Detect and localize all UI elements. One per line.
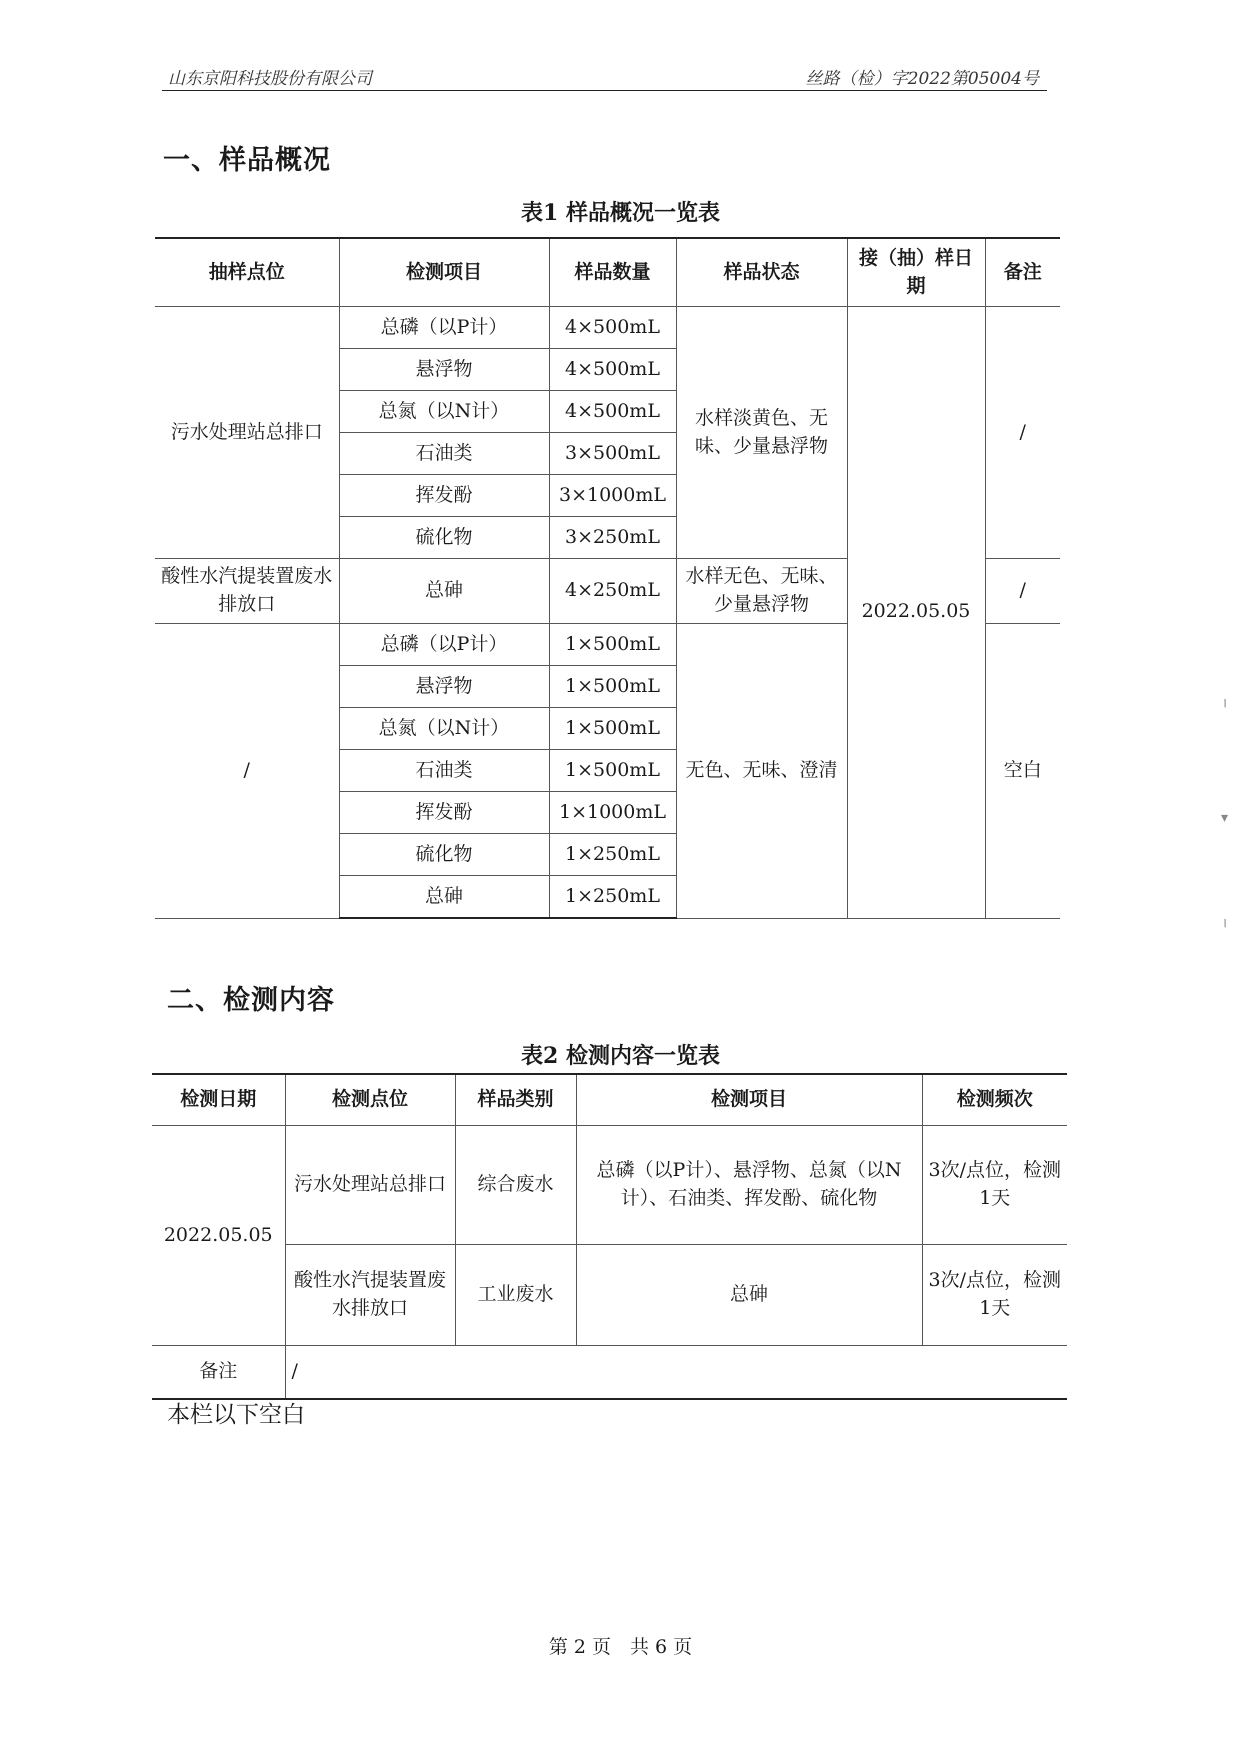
col-header-note: 备注 [985, 238, 1060, 307]
sample-point: 酸性水汽提装置废水排放口 [155, 559, 339, 624]
sample-status: 水样淡黄色、无味、少量悬浮物 [676, 307, 847, 559]
col-header-status: 样品状态 [676, 238, 847, 307]
sample-qty: 4×250mL [549, 559, 676, 624]
sample-qty: 1×250mL [549, 876, 676, 919]
table-row [152, 1126, 1067, 1245]
col-header-category: 样品类别 [455, 1074, 576, 1126]
scan-edge-mark: ╵ [1221, 700, 1230, 716]
col-header-qty: 样品数量 [549, 238, 676, 307]
col-header-item: 检测项目 [339, 238, 549, 307]
test-item: 石油类 [339, 433, 549, 475]
test-item: 挥发酚 [339, 475, 549, 517]
note-label: 备注 [152, 1346, 285, 1400]
page-footer: 第 2 页 共 6 页 [548, 1636, 693, 1658]
sample-qty: 1×1000mL [549, 792, 676, 834]
sample-qty: 1×500mL [549, 750, 676, 792]
test-item: 总氮（以N计） [339, 391, 549, 433]
col-header-date: 接（抽）样日期 [847, 238, 985, 307]
scan-edge-mark: ▾ [1221, 810, 1229, 826]
sampling-date: 2022.05.05 [847, 307, 985, 919]
sample-qty: 4×500mL [549, 349, 676, 391]
note-value: / [285, 1346, 1067, 1400]
test-date: 2022.05.05 [152, 1126, 285, 1346]
col-header-date: 检测日期 [152, 1074, 285, 1126]
test-items: 总磷（以P计）、悬浮物、总氮（以N计）、石油类、挥发酚、硫化物 [576, 1126, 922, 1245]
test-point: 酸性水汽提装置废水排放口 [285, 1245, 455, 1346]
test-frequency: 3次/点位，检测1天 [922, 1126, 1067, 1245]
sample-qty: 3×250mL [549, 517, 676, 559]
sample-category: 工业废水 [455, 1245, 576, 1346]
sample-qty: 1×500mL [549, 624, 676, 666]
col-header-item: 检测项目 [576, 1074, 922, 1126]
sample-qty: 4×500mL [549, 391, 676, 433]
section-2-title: 二、检测内容 [167, 985, 335, 1016]
test-item: 挥发酚 [339, 792, 549, 834]
sample-qty: 1×500mL [549, 666, 676, 708]
test-item: 总氮（以N计） [339, 708, 549, 750]
test-content-table [152, 1073, 1067, 1400]
sample-overview-table [155, 237, 1060, 919]
note-row [152, 1346, 1067, 1400]
sample-status: 水样无色、无味、少量悬浮物 [676, 559, 847, 624]
test-frequency: 3次/点位，检测1天 [922, 1245, 1067, 1346]
sample-note: 空白 [985, 624, 1060, 919]
test-item: 总砷 [339, 559, 549, 624]
test-item: 石油类 [339, 750, 549, 792]
company-name: 山东京阳科技股份有限公司 [168, 69, 372, 89]
sample-point: / [155, 624, 339, 919]
sample-qty: 3×500mL [549, 433, 676, 475]
col-header-point: 抽样点位 [155, 238, 339, 307]
test-item: 悬浮物 [339, 349, 549, 391]
table-row [152, 1245, 1067, 1346]
table-header-row [155, 238, 1060, 307]
section-1-title: 一、样品概况 [163, 145, 331, 176]
sample-qty: 1×250mL [549, 834, 676, 876]
sample-status: 无色、无味、澄清 [676, 624, 847, 919]
sample-category: 综合废水 [455, 1126, 576, 1245]
test-item: 总磷（以P计） [339, 307, 549, 349]
table-row [155, 307, 1060, 349]
sample-point: 污水处理站总排口 [155, 307, 339, 559]
test-item: 总砷 [339, 876, 549, 919]
page-header [162, 56, 1047, 91]
test-item: 悬浮物 [339, 666, 549, 708]
test-point: 污水处理站总排口 [285, 1126, 455, 1245]
sample-qty: 3×1000mL [549, 475, 676, 517]
blank-below-note: 本栏以下空白 [167, 1402, 305, 1428]
table-header-row [152, 1074, 1067, 1126]
test-item: 总磷（以P计） [339, 624, 549, 666]
col-header-frequency: 检测频次 [922, 1074, 1067, 1126]
sample-qty: 1×500mL [549, 708, 676, 750]
test-item: 硫化物 [339, 517, 549, 559]
col-header-point: 检测点位 [285, 1074, 455, 1126]
scan-edge-mark: ╵ [1221, 920, 1230, 936]
report-number: 丝路（检）字2022第05004号 [805, 69, 1039, 89]
table-2-title: 表2 检测内容一览表 [521, 1043, 720, 1069]
test-items: 总砷 [576, 1245, 922, 1346]
sample-note: / [985, 559, 1060, 624]
table-1-title: 表1 样品概况一览表 [521, 200, 720, 226]
sample-qty: 4×500mL [549, 307, 676, 349]
sample-note: / [985, 307, 1060, 559]
test-item: 硫化物 [339, 834, 549, 876]
